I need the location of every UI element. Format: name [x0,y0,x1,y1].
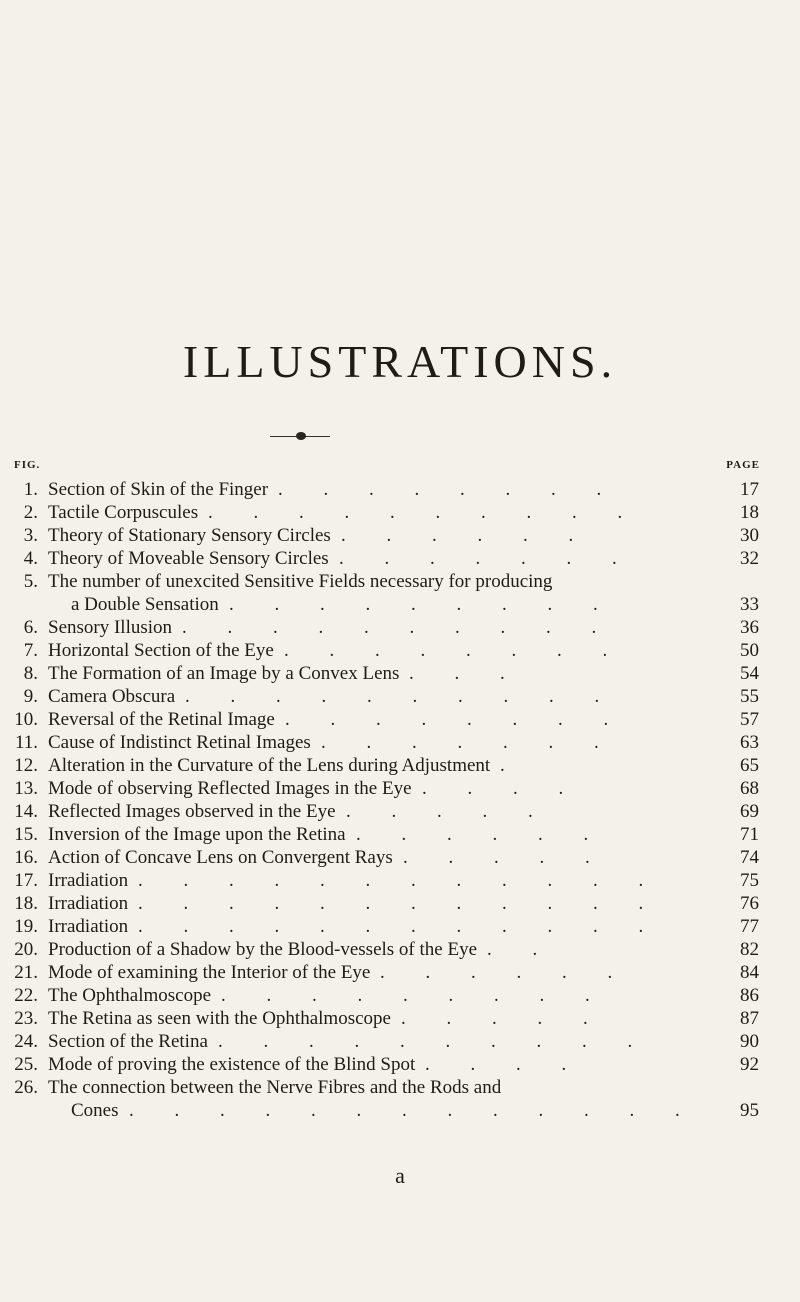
figure-title: Irradiation [48,916,129,937]
figure-title: Theory of Moveable Sensory Circles [48,548,329,569]
list-item [0,731,800,754]
page-number: 77 [740,916,759,937]
figure-number: 8. [23,663,38,684]
figure-number: 1. [23,479,38,500]
list-item [0,593,800,616]
dot-leader: . . . . . . . . . [229,594,616,615]
figure-number: 7. [23,640,38,661]
page-number: 69 [740,801,759,822]
page-number: 63 [740,732,759,753]
list-item [0,639,800,662]
list-item [0,501,800,524]
page-number: 18 [740,502,759,523]
dot-leader: . . [487,939,556,960]
illustrations-list [0,478,800,1122]
list-item [0,800,800,823]
list-item [0,1030,800,1053]
dot-leader: . . . . . . . . . . [208,502,641,523]
signature-mark: a [395,1163,405,1188]
figure-title: Action of Concave Lens on Convergent Rays [48,847,393,868]
figure-title: Cause of Indistinct Retinal Images [48,732,311,753]
dot-leader: . . . . . . [380,962,631,983]
page-number: 71 [740,824,759,845]
figure-number: 17. [14,870,38,891]
page-number: 76 [740,893,759,914]
list-item [0,869,800,892]
figure-number: 23. [14,1008,38,1029]
dot-leader: . . . . . . [356,824,607,845]
figure-title: Production of a Shadow by the Blood-vessels of the Eye [48,939,478,960]
figure-number: 5. [23,571,38,592]
page-number: 54 [740,663,759,684]
page-number: 57 [740,709,759,730]
dot-leader: . . . . . . . . . . [182,617,615,638]
list-item [0,547,800,570]
dot-leader: . . . . . [401,1008,606,1029]
figure-number: 19. [14,916,38,937]
list-item [0,846,800,869]
page-title: ILLUSTRATIONS. [182,336,618,387]
dot-leader: . . . . . [346,801,551,822]
list-item [0,961,800,984]
page-number: 32 [740,548,759,569]
figure-title: Sensory Illusion [48,617,173,638]
figure-title: Mode of examining the Interior of the Eye [48,962,371,983]
list-item [0,754,800,777]
figure-title: Section of the Retina [48,1031,208,1052]
figure-title: Theory of Stationary Sensory Circles [48,525,331,546]
dot-leader: . . . . . . [341,525,592,546]
figure-number: 14. [14,801,38,822]
figure-number: 20. [14,939,38,960]
list-item [0,662,800,685]
dot-leader: . [500,755,523,776]
figure-title: Horizontal Section of the Eye [48,640,274,661]
dot-leader: . . . . . . . . . [221,985,608,1006]
figure-title: Camera Obscura [48,686,176,707]
dot-leader: . . . . . [403,847,608,868]
list-item [0,570,800,593]
list-item [0,777,800,800]
figure-title: The Retina as seen with the Ophthalmoscope [48,1008,391,1029]
page-number: 90 [740,1031,759,1052]
figure-number: 15. [14,824,38,845]
page-number: 82 [740,939,759,960]
dot-leader: . . . . [425,1054,585,1075]
figure-title: Tactile Corpuscules [48,502,199,523]
figure-number: 25. [14,1054,38,1075]
figure-number: 4. [23,548,38,569]
figure-title: Reflected Images observed in the Eye [48,801,336,822]
page-number: 87 [740,1008,759,1029]
figure-number: 21. [14,962,38,983]
figure-title: Alteration in the Curvature of the Lens during Adjustment [48,755,491,776]
list-item [0,984,800,1007]
figure-number: 13. [14,778,38,799]
list-item [0,892,800,915]
figure-number: 22. [14,985,38,1006]
figure-number: 9. [23,686,38,707]
figure-number: 3. [23,525,38,546]
figure-title: The number of unexcited Sensitive Fields necessary for producing [48,571,553,592]
list-item [0,1099,800,1122]
figure-number: 26. [14,1077,38,1098]
figure-title: Mode of proving the existence of the Blind Spot [48,1054,416,1075]
page-number: 95 [740,1100,759,1121]
dot-leader: . . . . . . . . . . . . [138,916,662,937]
dot-leader: . . . . . . . . [278,479,620,500]
figure-number: 12. [14,755,38,776]
page-number: 65 [740,755,759,776]
list-item [0,685,800,708]
list-item [0,524,800,547]
figure-number: 18. [14,893,38,914]
figure-title: The Ophthalmoscope [48,985,212,1006]
page-number: 55 [740,686,759,707]
figure-title: The Formation of an Image by a Convex Lens [48,663,400,684]
list-item [0,938,800,961]
figure-title: Inversion of the Image upon the Retina [48,824,346,845]
dot-leader: . . . . . . . . [285,709,627,730]
page-number: 33 [740,594,759,615]
dot-leader: . . . . . . . . . . [218,1031,651,1052]
page-number: 84 [740,962,759,983]
dot-leader: . . . . . . . . . . . . [138,893,662,914]
page-number: 17 [740,479,759,500]
figure-title: Reversal of the Retinal Image [48,709,275,730]
page-number: 30 [740,525,759,546]
figure-number: 10. [14,709,38,730]
rule-ornament [296,432,306,440]
figure-number: 16. [14,847,38,868]
figure-number: 11. [14,732,38,753]
figure-title: Mode of observing Reflected Images in the Eye [48,778,412,799]
figure-title: Section of Skin of the Finger [48,479,269,500]
figure-number: 24. [14,1031,38,1052]
figure-title: Irradiation [48,893,129,914]
page-number: 68 [740,778,759,799]
figure-title: Irradiation [48,870,129,891]
figure-title: a Double Sensation [71,594,219,615]
page-number: 86 [740,985,759,1006]
page-number: 92 [740,1054,759,1075]
dot-leader: . . . . . . . . [284,640,626,661]
list-item [0,823,800,846]
page-column-header: PAGE [726,459,760,471]
dot-leader: . . . [409,663,523,684]
dot-leader: . . . . . . . [339,548,635,569]
figure-number: 2. [23,502,38,523]
page-number: 75 [740,870,759,891]
list-item [0,616,800,639]
dot-leader: . . . . . . . . . . [185,686,618,707]
list-item [0,1053,800,1076]
dot-leader: . . . . [422,778,582,799]
list-item [0,915,800,938]
list-item [0,1076,800,1099]
dot-leader: . . . . . . . . . . . . [138,870,662,891]
list-item [0,1007,800,1030]
figure-number: 6. [23,617,38,638]
fig-column-header: FIG. [14,459,41,471]
page-number: 74 [740,847,759,868]
figure-title: Cones [71,1100,119,1121]
dot-leader: . . . . . . . [321,732,617,753]
list-item [0,708,800,731]
page-number: 50 [740,640,759,661]
page-number: 36 [740,617,759,638]
dot-leader: . . . . . . . . . . . . . [129,1100,698,1121]
list-item [0,478,800,501]
figure-title: The connection between the Nerve Fibres and the Rods and [48,1077,502,1098]
